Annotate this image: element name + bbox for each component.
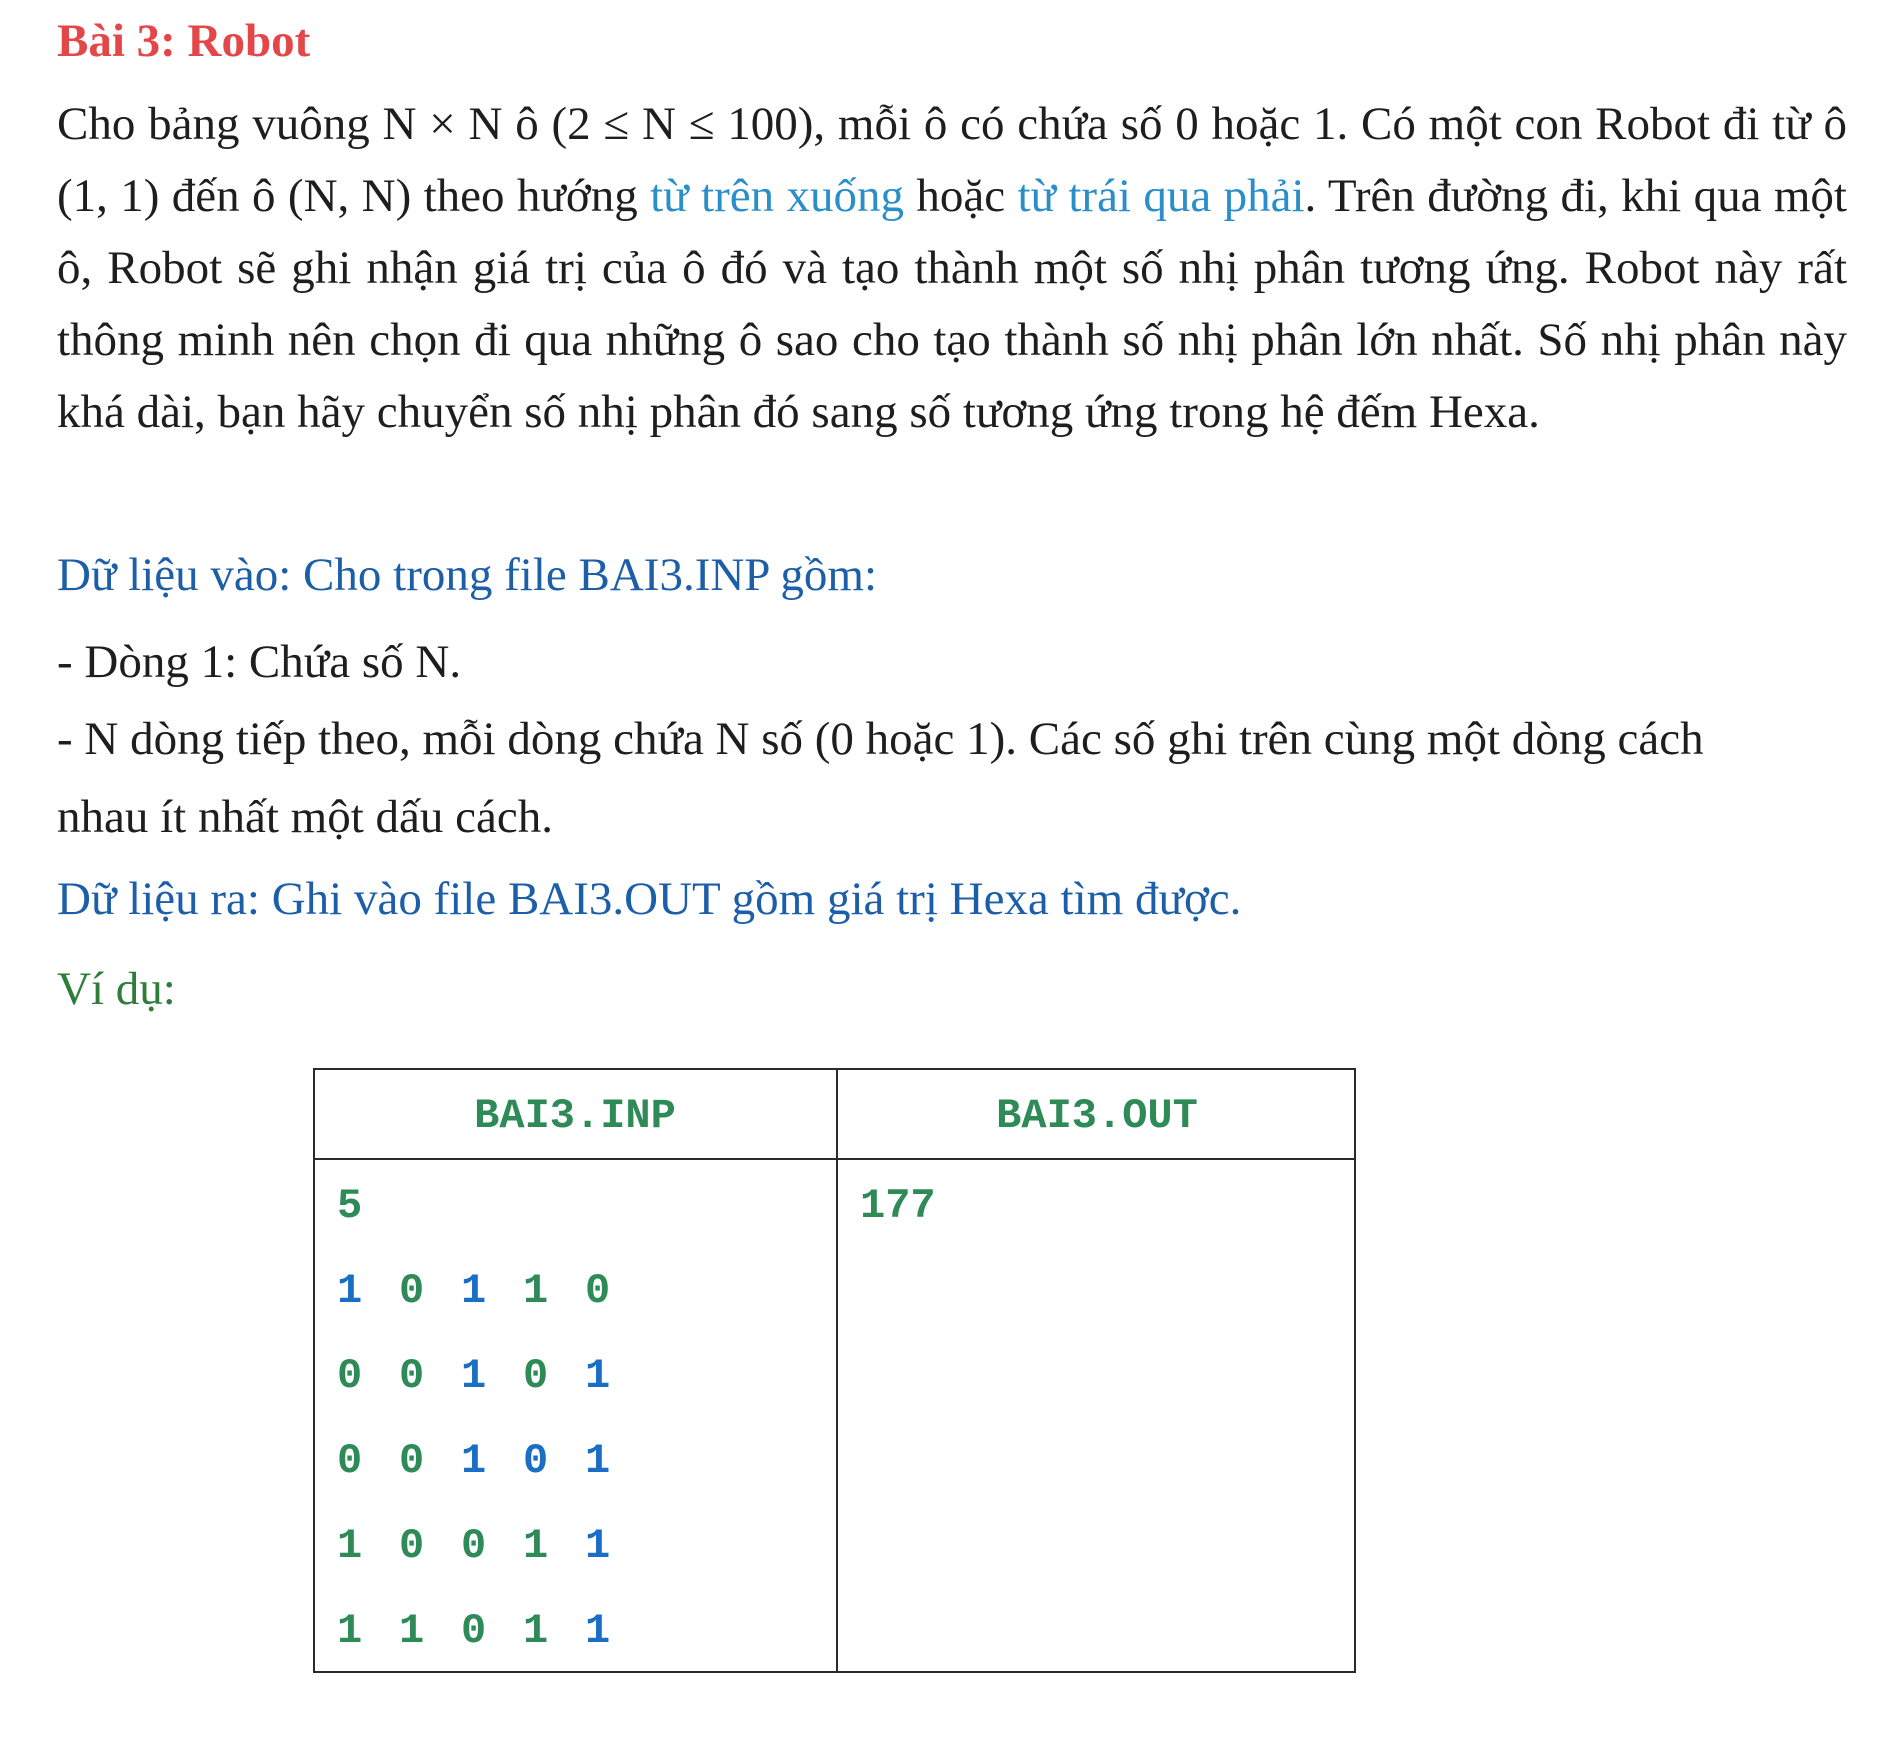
input-n-value: 5 [337,1182,363,1230]
grid-cell: 1 [337,1267,363,1315]
problem-statement [57,88,1847,448]
example-table [313,1068,1356,1673]
grid-cell: 1 [585,1352,611,1400]
statement-part-3: . Trên đường đi, khi qua một ô, Robot sẽ ghi nhận giá trị của ô đó và tạo thành một số nhị phân tương ứng. Robot này rất thông minh nên chọn đi qua những ô sao cho tạo thành số nhị phân lớn nhất. Số nhị phân này khá dài, bạn hãy chuyển số nhị phân đó sang số tương ứng trong hệ đếm Hexa. [57,170,1847,438]
grid-cell: 1 [461,1352,487,1400]
grid-cell: 0 [523,1437,549,1485]
example-heading: Ví dụ: [57,963,176,1015]
grid-cell: 0 [461,1522,487,1570]
input-grid-row [337,1607,647,1655]
input-grid-row [337,1522,647,1570]
grid-cell: 0 [399,1352,425,1400]
table-header-divider [315,1158,1354,1160]
input-heading: Dữ liệu vào: Cho trong file BAI3.INP gồm: [57,549,878,601]
grid-cell: 1 [585,1437,611,1485]
grid-cell: 0 [523,1352,549,1400]
grid-cell: 0 [399,1437,425,1485]
grid-cell: 1 [461,1437,487,1485]
grid-cell: 1 [585,1522,611,1570]
input-line-1: - Dòng 1: Chứa số N. [57,636,462,688]
statement-part-1: Cho bảng vuông N × N ô (2 ≤ N ≤ 100), mỗi ô có chứa số 0 hoặc 1. Có một con Robot đi từ ô (1, 1) đến ô (N, N) theo hướng [57,98,1847,222]
grid-cell: 0 [585,1267,611,1315]
problem-title: Bài 3: Robot [57,15,311,67]
input-line-2: - N dòng tiếp theo, mỗi dòng chứa N số (0 hoặc 1). Các số ghi trên cùng một dòng cách [57,713,1704,765]
input-grid-row [337,1267,647,1315]
statement-part-2: hoặc [903,170,1018,222]
direction-right: từ trái qua phải [1017,170,1305,222]
grid-cell: 1 [523,1607,549,1655]
grid-cell: 1 [523,1267,549,1315]
grid-cell: 0 [461,1607,487,1655]
input-line-3: nhau ít nhất một dấu cách. [57,791,553,843]
output-file-header: BAI3.OUT [996,1092,1198,1140]
grid-cell: 1 [523,1522,549,1570]
input-grid-row [337,1352,647,1400]
grid-cell: 0 [399,1522,425,1570]
output-value: 177 [860,1182,936,1230]
grid-cell: 1 [399,1607,425,1655]
table-column-divider [836,1070,838,1671]
grid-cell: 1 [461,1267,487,1315]
grid-cell: 0 [337,1352,363,1400]
grid-cell: 0 [337,1437,363,1485]
direction-down: từ trên xuống [650,170,904,222]
grid-cell: 1 [585,1607,611,1655]
output-heading: Dữ liệu ra: Ghi vào file BAI3.OUT gồm giá trị Hexa tìm được. [57,873,1242,925]
grid-cell: 1 [337,1607,363,1655]
grid-cell: 0 [399,1267,425,1315]
grid-cell: 1 [337,1522,363,1570]
input-grid-row [337,1437,647,1485]
input-file-header: BAI3.INP [474,1092,676,1140]
